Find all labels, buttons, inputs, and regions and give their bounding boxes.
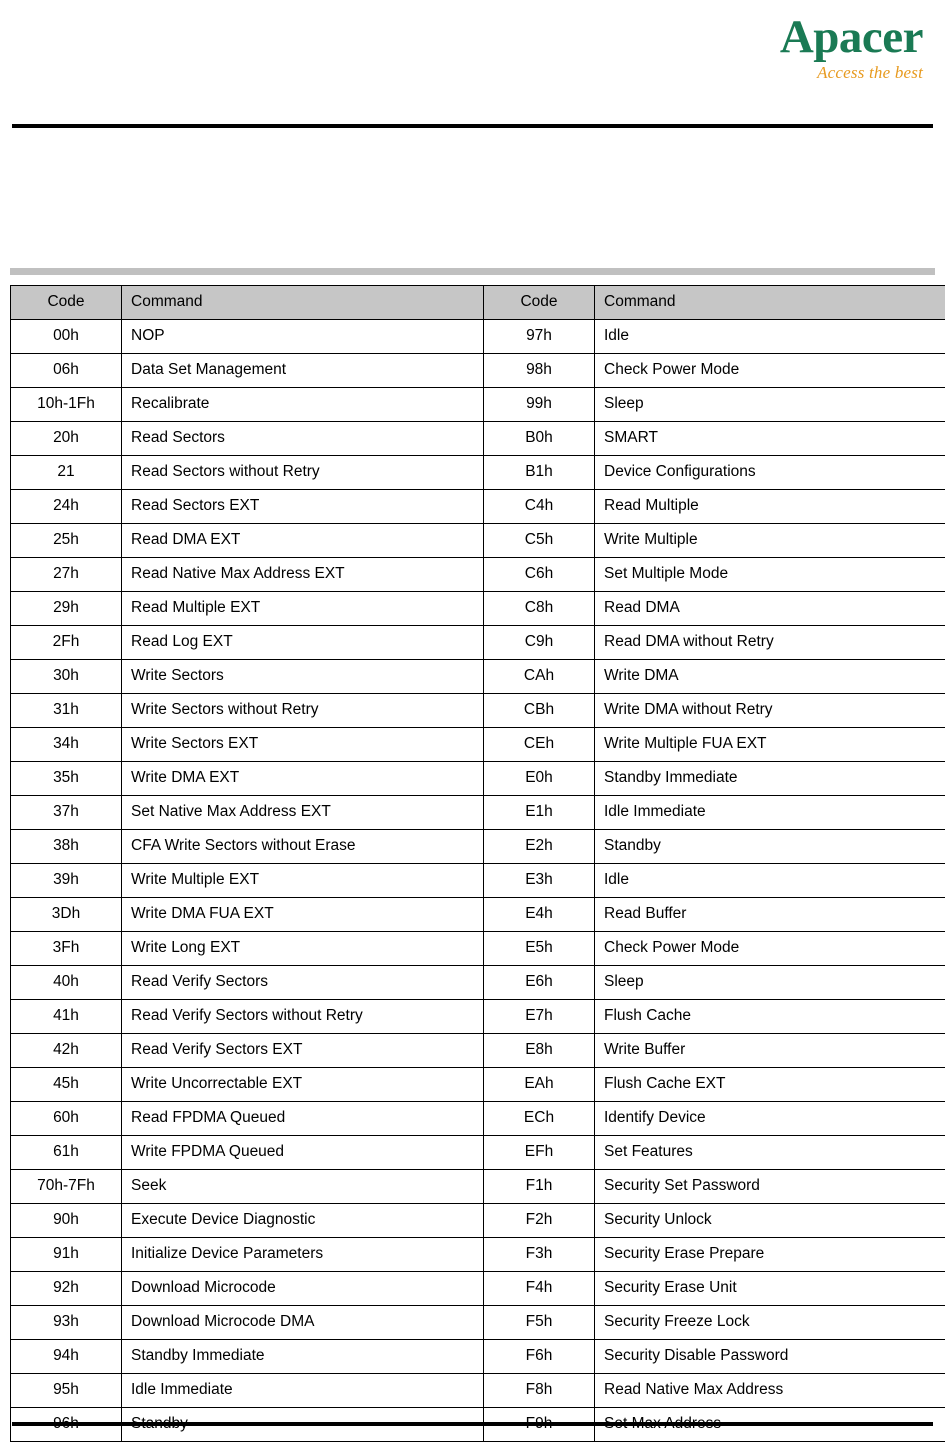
table-row [11, 1102, 945, 1136]
table-row [11, 864, 945, 898]
cell-code-right: 98h [484, 354, 595, 388]
cell-command-left: Write DMA FUA EXT [122, 898, 484, 932]
table-row [11, 558, 945, 592]
cell-code-left: 61h [11, 1136, 122, 1170]
cell-code-left: 38h [11, 830, 122, 864]
cell-command-right: Read DMA [595, 592, 945, 626]
cell-code-left: 29h [11, 592, 122, 626]
cell-command-right: Read Buffer [595, 898, 945, 932]
cell-command-left: Idle Immediate [122, 1374, 484, 1408]
cell-command-right: Write DMA [595, 660, 945, 694]
cell-command-right: Security Set Password [595, 1170, 945, 1204]
cell-code-left: 3Fh [11, 932, 122, 966]
command-table-container [10, 285, 935, 1442]
footer-divider-rule [12, 1422, 933, 1426]
cell-command-left: Read Sectors EXT [122, 490, 484, 524]
cell-code-right: EFh [484, 1136, 595, 1170]
table-row [11, 1272, 945, 1306]
table-body [11, 320, 945, 1442]
cell-code-right: B0h [484, 422, 595, 456]
apacer-logo [780, 14, 923, 81]
cell-command-left: Download Microcode DMA [122, 1306, 484, 1340]
page-header [0, 0, 945, 112]
cell-code-right: E6h [484, 966, 595, 1000]
cell-code-right: 99h [484, 388, 595, 422]
cell-code-right: F3h [484, 1238, 595, 1272]
table-row [11, 1306, 945, 1340]
cell-code-left: 30h [11, 660, 122, 694]
cell-command-left: Write Multiple EXT [122, 864, 484, 898]
cell-code-left: 20h [11, 422, 122, 456]
cell-code-left: 90h [11, 1204, 122, 1238]
column-header-command-right: Command [595, 286, 945, 320]
cell-command-right: Security Disable Password [595, 1340, 945, 1374]
cell-command-right: Read Native Max Address [595, 1374, 945, 1408]
table-row [11, 660, 945, 694]
table-top-gray-bar [10, 268, 935, 275]
cell-command-right: Standby [595, 830, 945, 864]
cell-code-left: 42h [11, 1034, 122, 1068]
cell-command-right: Sleep [595, 966, 945, 1000]
cell-command-left: Download Microcode [122, 1272, 484, 1306]
table-row [11, 456, 945, 490]
cell-code-left: 37h [11, 796, 122, 830]
cell-code-right: EAh [484, 1068, 595, 1102]
table-row [11, 728, 945, 762]
cell-code-left: 94h [11, 1340, 122, 1374]
cell-code-right: E5h [484, 932, 595, 966]
table-row [11, 1136, 945, 1170]
cell-code-right: F1h [484, 1170, 595, 1204]
cell-code-right: B1h [484, 456, 595, 490]
cell-command-right: Write Multiple [595, 524, 945, 558]
cell-command-left: Seek [122, 1170, 484, 1204]
cell-command-right: Read DMA without Retry [595, 626, 945, 660]
cell-command-left: Set Native Max Address EXT [122, 796, 484, 830]
cell-command-right: Idle [595, 320, 945, 354]
cell-command-right: Idle [595, 864, 945, 898]
cell-command-left: Read DMA EXT [122, 524, 484, 558]
cell-code-left: 34h [11, 728, 122, 762]
ata-command-table [10, 285, 945, 1442]
cell-command-left: Write FPDMA Queued [122, 1136, 484, 1170]
cell-code-left: 39h [11, 864, 122, 898]
cell-command-left: Recalibrate [122, 388, 484, 422]
cell-code-left: 3Dh [11, 898, 122, 932]
table-row [11, 1238, 945, 1272]
cell-code-right: E3h [484, 864, 595, 898]
cell-command-right: Security Erase Unit [595, 1272, 945, 1306]
table-row [11, 490, 945, 524]
table-row [11, 592, 945, 626]
cell-code-left: 40h [11, 966, 122, 1000]
cell-command-left: Standby Immediate [122, 1340, 484, 1374]
header-divider-rule [12, 124, 933, 128]
cell-command-left: Read Multiple EXT [122, 592, 484, 626]
table-row [11, 524, 945, 558]
cell-command-right: Read Multiple [595, 490, 945, 524]
cell-command-left: NOP [122, 320, 484, 354]
cell-code-right: C9h [484, 626, 595, 660]
cell-command-left: Write Sectors EXT [122, 728, 484, 762]
cell-code-left: 00h [11, 320, 122, 354]
table-row [11, 1034, 945, 1068]
cell-code-right: F2h [484, 1204, 595, 1238]
cell-command-right: Security Erase Prepare [595, 1238, 945, 1272]
cell-command-left: Write Long EXT [122, 932, 484, 966]
cell-code-right: CBh [484, 694, 595, 728]
cell-command-left: Read Verify Sectors [122, 966, 484, 1000]
cell-code-right: C4h [484, 490, 595, 524]
cell-command-left: Write Uncorrectable EXT [122, 1068, 484, 1102]
cell-command-right: Idle Immediate [595, 796, 945, 830]
cell-command-left: Read FPDMA Queued [122, 1102, 484, 1136]
cell-command-left: Initialize Device Parameters [122, 1238, 484, 1272]
cell-command-right: Check Power Mode [595, 354, 945, 388]
cell-command-left: Write DMA EXT [122, 762, 484, 796]
cell-code-left: 60h [11, 1102, 122, 1136]
cell-code-left: 25h [11, 524, 122, 558]
table-row [11, 898, 945, 932]
cell-command-left: Read Verify Sectors EXT [122, 1034, 484, 1068]
cell-code-left: 95h [11, 1374, 122, 1408]
cell-command-left: Read Sectors [122, 422, 484, 456]
cell-command-left: Read Native Max Address EXT [122, 558, 484, 592]
cell-code-right: F6h [484, 1340, 595, 1374]
cell-command-right: Identify Device [595, 1102, 945, 1136]
table-row [11, 320, 945, 354]
table-row [11, 762, 945, 796]
cell-command-right: Write DMA without Retry [595, 694, 945, 728]
cell-code-right: C6h [484, 558, 595, 592]
table-row [11, 694, 945, 728]
table-row [11, 626, 945, 660]
table-header [11, 286, 945, 320]
cell-command-left: Write Sectors [122, 660, 484, 694]
cell-command-right: Write Buffer [595, 1034, 945, 1068]
table-row [11, 354, 945, 388]
table-row [11, 796, 945, 830]
cell-command-right: Standby Immediate [595, 762, 945, 796]
cell-code-right: E7h [484, 1000, 595, 1034]
cell-command-right: Device Configurations [595, 456, 945, 490]
cell-code-right: E2h [484, 830, 595, 864]
cell-code-left: 21 [11, 456, 122, 490]
cell-code-right: C8h [484, 592, 595, 626]
cell-command-right: Security Freeze Lock [595, 1306, 945, 1340]
column-header-command-left: Command [122, 286, 484, 320]
cell-command-right: Set Features [595, 1136, 945, 1170]
cell-code-left: 70h-7Fh [11, 1170, 122, 1204]
cell-command-left: CFA Write Sectors without Erase [122, 830, 484, 864]
table-header-row [11, 286, 945, 320]
cell-command-left: Data Set Management [122, 354, 484, 388]
brand-tagline: Access the best [780, 64, 923, 81]
table-row [11, 1068, 945, 1102]
cell-command-right: SMART [595, 422, 945, 456]
cell-command-left: Execute Device Diagnostic [122, 1204, 484, 1238]
cell-code-left: 31h [11, 694, 122, 728]
cell-code-right: F5h [484, 1306, 595, 1340]
cell-code-left: 10h-1Fh [11, 388, 122, 422]
cell-code-left: 41h [11, 1000, 122, 1034]
table-row [11, 830, 945, 864]
cell-code-right: E8h [484, 1034, 595, 1068]
cell-code-right: CAh [484, 660, 595, 694]
cell-command-right: Security Unlock [595, 1204, 945, 1238]
table-row [11, 1374, 945, 1408]
cell-command-right: Flush Cache [595, 1000, 945, 1034]
cell-command-right: Check Power Mode [595, 932, 945, 966]
table-row [11, 422, 945, 456]
cell-code-right: 97h [484, 320, 595, 354]
cell-code-left: 45h [11, 1068, 122, 1102]
cell-code-left: 35h [11, 762, 122, 796]
cell-command-left: Read Log EXT [122, 626, 484, 660]
cell-code-right: F4h [484, 1272, 595, 1306]
cell-code-right: CEh [484, 728, 595, 762]
column-header-code-left: Code [11, 286, 122, 320]
table-row [11, 966, 945, 1000]
cell-code-right: E1h [484, 796, 595, 830]
cell-command-left: Read Sectors without Retry [122, 456, 484, 490]
cell-command-right: Flush Cache EXT [595, 1068, 945, 1102]
cell-code-left: 93h [11, 1306, 122, 1340]
cell-command-right: Write Multiple FUA EXT [595, 728, 945, 762]
cell-code-right: E0h [484, 762, 595, 796]
table-row [11, 1170, 945, 1204]
table-row [11, 1204, 945, 1238]
cell-code-right: ECh [484, 1102, 595, 1136]
cell-code-left: 24h [11, 490, 122, 524]
table-row [11, 1000, 945, 1034]
cell-command-right: Set Multiple Mode [595, 558, 945, 592]
cell-code-left: 91h [11, 1238, 122, 1272]
brand-name: Apacer [780, 14, 923, 61]
cell-code-left: 92h [11, 1272, 122, 1306]
cell-code-left: 2Fh [11, 626, 122, 660]
cell-code-right: F8h [484, 1374, 595, 1408]
table-row [11, 1340, 945, 1374]
table-row [11, 932, 945, 966]
cell-command-left: Write Sectors without Retry [122, 694, 484, 728]
cell-code-left: 06h [11, 354, 122, 388]
cell-command-left: Read Verify Sectors without Retry [122, 1000, 484, 1034]
cell-code-right: C5h [484, 524, 595, 558]
table-row [11, 388, 945, 422]
cell-code-right: E4h [484, 898, 595, 932]
cell-code-left: 27h [11, 558, 122, 592]
cell-command-right: Sleep [595, 388, 945, 422]
column-header-code-right: Code [484, 286, 595, 320]
